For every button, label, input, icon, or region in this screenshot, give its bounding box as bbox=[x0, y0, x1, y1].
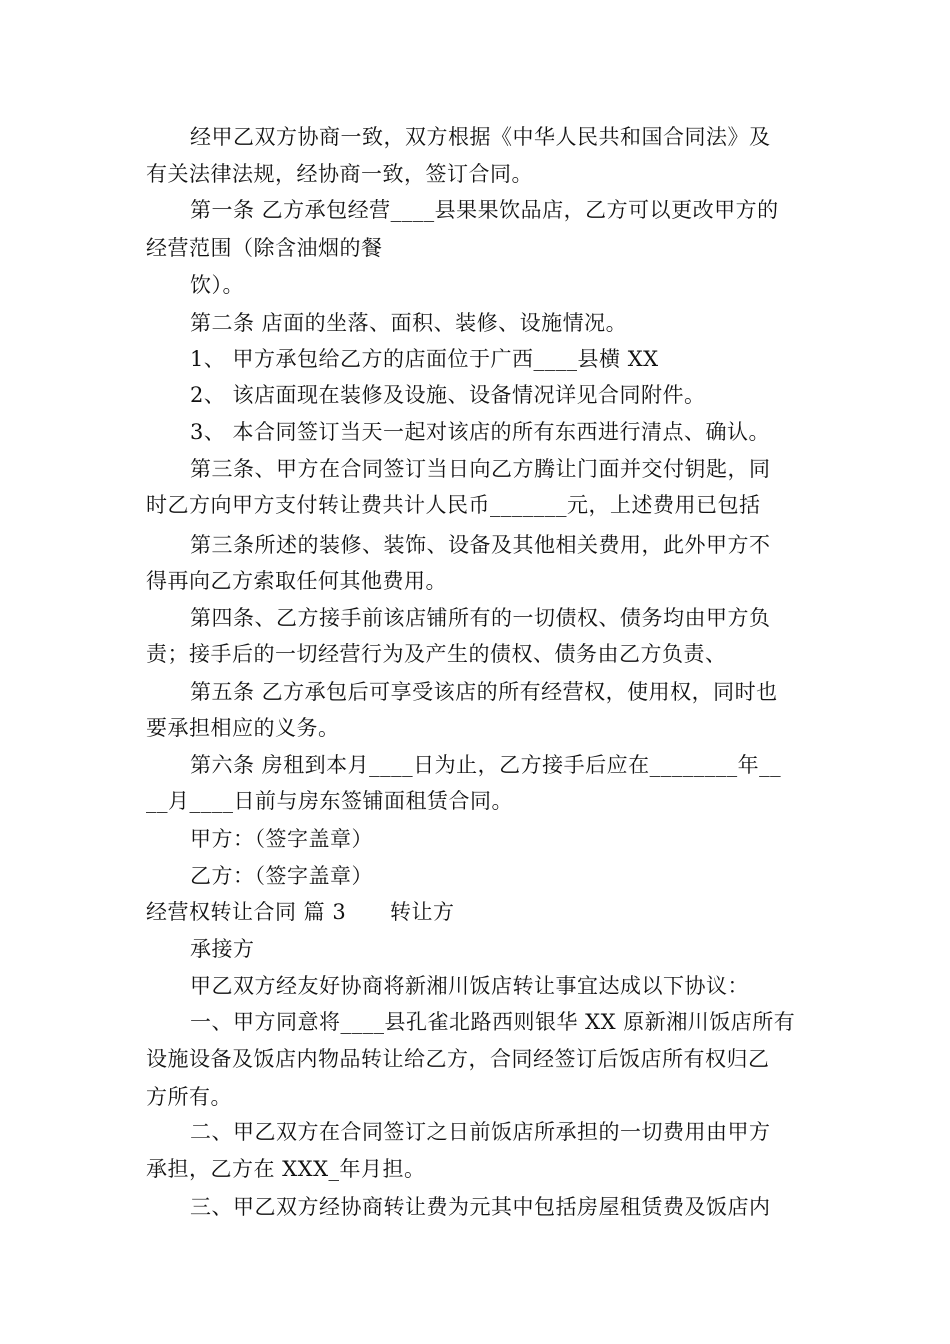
clause-4-line: 第四条、乙方接手前该店铺所有的一切债权、债务均由甲方负 bbox=[190, 606, 771, 630]
clause-5-line: 第五条 乙方承包后可享受该店的所有经营权，使用权，同时也 bbox=[190, 680, 778, 704]
paragraph-line: 承担，乙方在 XXX_年月担。 bbox=[146, 1157, 426, 1181]
paragraph-line: 责；接手后的一切经营行为及产生的债权、债务由乙方负责、 bbox=[146, 642, 727, 666]
party-a-signature: 甲方：（签字盖章） bbox=[190, 827, 373, 851]
article-2-line: 二、甲乙双方在合同签订之日前饭店所承担的一切费用由甲方 bbox=[190, 1120, 771, 1144]
clause-3-line: 第三条、甲方在合同签订当日向乙方腾让门面并交付钥匙，同 bbox=[190, 457, 771, 481]
paragraph-line: 饮）。 bbox=[190, 273, 244, 297]
list-item: 3、 本合同签订当天一起对该店的所有东西进行清点、确认。 bbox=[190, 420, 771, 444]
clause-6-line: 第六条 房租到本月____日为止，乙方接手后应在________年__ bbox=[190, 753, 782, 777]
paragraph-line: 时乙方向甲方支付转让费共计人民币_______元，上述费用已包括 bbox=[146, 493, 761, 517]
list-item: 2、 该店面现在装修及设施、设备情况详见合同附件。 bbox=[190, 383, 706, 407]
paragraph-line: 得再向乙方索取任何其他费用。 bbox=[146, 569, 447, 593]
clause-1-line: 第一条 乙方承包经营____县果果饮品店，乙方可以更改甲方的 bbox=[190, 198, 779, 222]
paragraph-line: __月____日前与房东签铺面租赁合同。 bbox=[146, 789, 513, 813]
paragraph-line: 经甲乙双方协商一致，双方根据《中华人民共和国合同法》及 bbox=[190, 125, 771, 149]
paragraph-line: 有关法律法规，经协商一致，签订合同。 bbox=[146, 162, 533, 186]
party-b-signature: 乙方：（签字盖章） bbox=[190, 864, 373, 888]
clause-2-line: 第二条 店面的坐落、面积、装修、设施情况。 bbox=[190, 311, 628, 335]
paragraph-line: 经营范围（除含油烟的餐 bbox=[146, 236, 383, 260]
transferor-label: 转让方 bbox=[390, 900, 455, 924]
transferee-label: 承接方 bbox=[190, 937, 255, 961]
paragraph-line: 方所有。 bbox=[146, 1085, 232, 1109]
article-1-line: 一、甲方同意将____县孔雀北路西则银华 XX 原新湘川饭店所有 bbox=[190, 1010, 796, 1034]
paragraph-line: 要承担相应的义务。 bbox=[146, 716, 340, 740]
paragraph-line: 第三条所述的装修、装饰、设备及其他相关费用，此外甲方不 bbox=[190, 533, 771, 557]
list-item: 1、 甲方承包给乙方的店面位于广西____县横 XX bbox=[190, 347, 659, 371]
paragraph-line: 甲乙双方经友好协商将新湘川饭店转让事宜达成以下协议： bbox=[190, 974, 749, 998]
article-3-line: 三、甲乙双方经协商转让费为元其中包括房屋租赁费及饭店内 bbox=[190, 1195, 771, 1219]
section-heading: 经营权转让合同 篇 3 bbox=[146, 900, 347, 924]
paragraph-line: 设施设备及饭店内物品转让给乙方，合同经签订后饭店所有权归乙 bbox=[146, 1047, 770, 1071]
